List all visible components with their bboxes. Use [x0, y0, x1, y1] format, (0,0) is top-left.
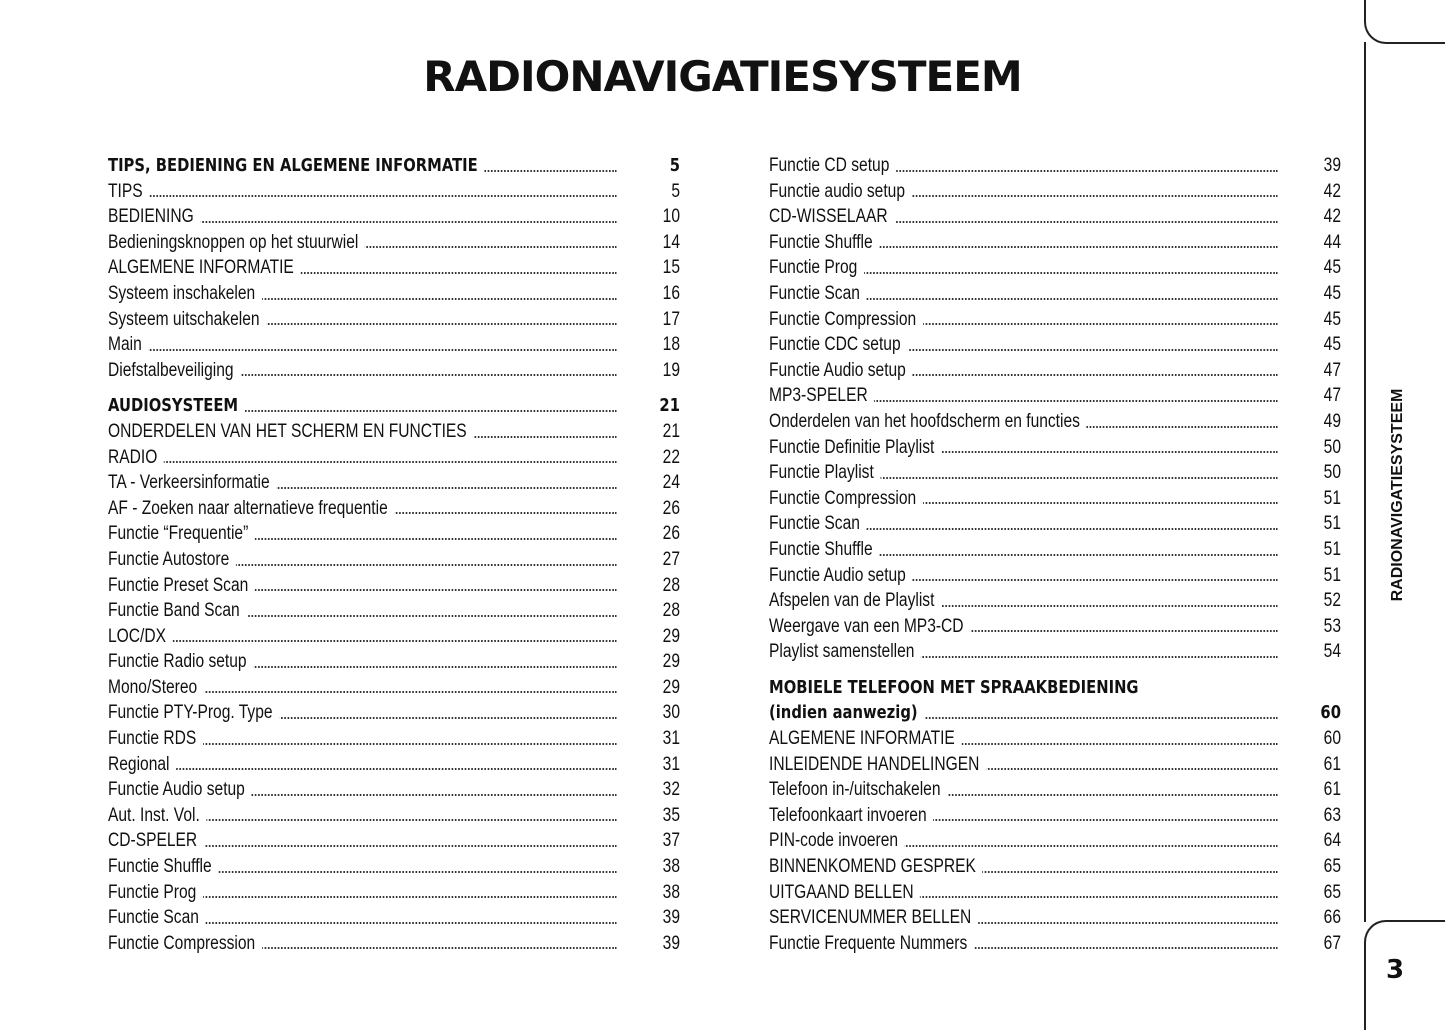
toc-entry — [108, 230, 680, 256]
toc-right-column — [769, 153, 1341, 956]
toc-entry — [108, 777, 680, 803]
toc-entry-page: 27 — [662, 548, 680, 570]
toc-entry-title: Regional — [108, 752, 176, 778]
toc-entry-page: 47 — [1323, 385, 1341, 407]
toc-entry-page: 51 — [1323, 564, 1341, 586]
toc-entry-title: SERVICENUMMER BELLEN — [769, 905, 978, 931]
toc-entry-title: Functie audio setup — [769, 179, 912, 205]
toc-entry-page: 5 — [669, 155, 680, 176]
toc-entry — [769, 931, 1341, 957]
toc-entry — [769, 435, 1341, 461]
toc-entry — [108, 358, 680, 384]
toc-entry — [769, 777, 1341, 803]
toc-dot-leader — [108, 349, 616, 351]
toc-entry-page: 66 — [1323, 907, 1341, 929]
toc-entry — [769, 255, 1341, 281]
toc-entry — [769, 537, 1341, 563]
toc-entry-page: 32 — [662, 779, 680, 801]
toc-entry — [769, 511, 1341, 537]
toc-entry — [108, 880, 680, 906]
toc-entry — [769, 179, 1341, 205]
toc-entry — [769, 588, 1341, 614]
toc-entry-page: 49 — [1323, 410, 1341, 432]
toc-entry-title: Functie Shuffle — [108, 854, 218, 880]
toc-entry-page: 28 — [662, 574, 680, 596]
toc-entry-title: Main — [108, 332, 148, 358]
toc-entry-page: 51 — [1323, 513, 1341, 535]
toc-entry — [108, 281, 680, 307]
tab-border-top — [1364, 0, 1445, 44]
toc-entry-title: TIPS, BEDIENING EN ALGEMENE INFORMATIE — [108, 153, 484, 179]
toc-entry-page: 28 — [662, 600, 680, 622]
toc-entry-page: 42 — [1323, 180, 1341, 202]
toc-entry-title: Functie Shuffle — [769, 230, 879, 256]
toc-entry-page: 54 — [1323, 641, 1341, 663]
toc-entry-title: (indien aanwezig) — [769, 700, 924, 726]
toc-entry — [769, 828, 1341, 854]
toc-entry-page: 50 — [1323, 462, 1341, 484]
toc-entry — [769, 281, 1341, 307]
toc-entry-page: 67 — [1323, 932, 1341, 954]
toc-entry — [108, 153, 680, 179]
toc-entry-title: Functie Band Scan — [108, 598, 246, 624]
toc-entry-title: Functie Radio setup — [108, 649, 253, 675]
toc-entry-page: 45 — [1323, 308, 1341, 330]
tab-border-bottom — [1364, 920, 1445, 1030]
toc-entry-page: 16 — [662, 282, 680, 304]
toc-entry-title: Functie Scan — [108, 905, 206, 931]
toc-entry-page: 29 — [662, 625, 680, 647]
toc-entry-title: Functie Prog — [769, 255, 864, 281]
toc-entry-page: 52 — [1323, 590, 1341, 612]
toc-entry-title: Bedieningsknoppen op het stuurwiel — [108, 230, 365, 256]
toc-entry — [769, 675, 1341, 701]
toc-entry-page: 31 — [662, 753, 680, 775]
side-tab-label: RADIONAVIGATIESYSTEEM — [1389, 388, 1406, 602]
toc-entry-page: 29 — [662, 651, 680, 673]
toc-entry-page: 65 — [1323, 856, 1341, 878]
toc-entry-page: 61 — [1323, 753, 1341, 775]
toc-entry — [769, 639, 1341, 665]
toc-entry — [108, 521, 680, 547]
toc-entry — [769, 880, 1341, 906]
toc-entry-title: Functie Preset Scan — [108, 573, 255, 599]
toc-entry-title: MOBIELE TELEFOON MET SPRAAKBEDIENING — [769, 676, 1139, 698]
toc-entry-title: Functie Playlist — [769, 460, 880, 486]
toc-dot-leader — [108, 768, 616, 770]
toc-dot-leader — [108, 195, 616, 197]
toc-entry-page: 61 — [1323, 779, 1341, 801]
toc-entry — [108, 393, 680, 419]
toc-entry-title: LOC/DX — [108, 624, 173, 650]
toc-entry-page: 45 — [1323, 282, 1341, 304]
toc-dot-leader — [108, 461, 616, 463]
toc-entry-page: 39 — [662, 907, 680, 929]
toc-entry-title: Functie Shuffle — [769, 537, 879, 563]
toc-entry-title: Afspelen van de Playlist — [769, 588, 941, 614]
toc-entry-page: 22 — [662, 446, 680, 468]
toc-entry-page: 50 — [1323, 436, 1341, 458]
toc-entry-title: Functie “Frequentie” — [108, 521, 255, 547]
toc-entry — [769, 409, 1341, 435]
toc-entry-page: 39 — [662, 932, 680, 954]
toc-entry-title: ALGEMENE INFORMATIE — [108, 255, 300, 281]
toc-entry — [769, 358, 1341, 384]
toc-entry-page: 64 — [1323, 830, 1341, 852]
toc-entry — [108, 255, 680, 281]
toc-entry-title: Functie Scan — [769, 511, 867, 537]
toc-entry-page: 60 — [1320, 702, 1341, 724]
toc-entry-page: 63 — [1323, 804, 1341, 826]
toc-entry — [108, 905, 680, 931]
toc-entry — [769, 752, 1341, 778]
toc-entry — [108, 649, 680, 675]
toc-entry — [769, 726, 1341, 752]
toc-entry-page: 26 — [662, 497, 680, 519]
toc-entry — [769, 563, 1341, 589]
toc-entry-page: 35 — [662, 804, 680, 826]
toc-entry-page: 24 — [662, 472, 680, 494]
toc-entry-title: Telefoon in-/uitschakelen — [769, 777, 947, 803]
toc-entry — [769, 332, 1341, 358]
toc-entry — [108, 828, 680, 854]
toc-entry-title: AUDIOSYSTEEM — [108, 393, 245, 419]
toc-entry — [108, 854, 680, 880]
toc-entry-title: Functie Compression — [769, 486, 923, 512]
toc-entry-title: Aut. Inst. Vol. — [108, 803, 206, 829]
toc-entry-page: 15 — [662, 257, 680, 279]
toc-entry-title: Systeem uitschakelen — [108, 307, 266, 333]
toc-entry-page: 26 — [662, 523, 680, 545]
toc-entry — [108, 624, 680, 650]
toc-entry-page: 21 — [662, 420, 680, 442]
toc-entry-page: 21 — [659, 395, 680, 417]
toc-entry-page: 60 — [1323, 728, 1341, 750]
toc-entry-title: Functie Prog — [108, 880, 203, 906]
toc-entry-title: TA - Verkeersinformatie — [108, 470, 276, 496]
toc-entry — [108, 752, 680, 778]
toc-dot-leader — [108, 640, 616, 642]
toc-entry-page: 47 — [1323, 359, 1341, 381]
toc-entry — [108, 307, 680, 333]
toc-entry — [108, 496, 680, 522]
toc-entry-page: 29 — [662, 676, 680, 698]
toc-entry-title: CD-WISSELAAR — [769, 204, 894, 230]
toc-entry-page: 51 — [1323, 538, 1341, 560]
toc-entry-title: TIPS — [108, 179, 149, 205]
toc-entry-title: ALGEMENE INFORMATIE — [769, 726, 961, 752]
toc-entry-page: 10 — [662, 206, 680, 228]
toc-entry — [769, 700, 1341, 726]
toc-entry — [108, 419, 680, 445]
toc-entry — [108, 803, 680, 829]
page-title: RADIONAVIGATIESYSTEEM — [423, 52, 1022, 101]
toc-entry-page: 37 — [662, 830, 680, 852]
toc-entry — [769, 383, 1341, 409]
toc-entry-page: 65 — [1323, 881, 1341, 903]
toc-entry-page: 19 — [662, 359, 680, 381]
toc-entry-title: Functie Frequente Nummers — [769, 931, 974, 957]
toc-entry — [769, 307, 1341, 333]
toc-entry-page: 39 — [1323, 155, 1341, 176]
toc-entry — [108, 332, 680, 358]
toc-entry-page: 18 — [662, 334, 680, 356]
toc-entry-title: Functie Audio setup — [769, 563, 912, 589]
toc-entry — [108, 931, 680, 957]
toc-entry — [108, 573, 680, 599]
toc-entry-page: 14 — [662, 231, 680, 253]
toc-entry-title: INLEIDENDE HANDELINGEN — [769, 752, 986, 778]
toc-entry — [769, 153, 1341, 179]
toc-entry-title: Systeem inschakelen — [108, 281, 262, 307]
toc-entry-page: 38 — [662, 856, 680, 878]
toc-entry-page: 38 — [662, 881, 680, 903]
toc-entry-title: MP3-SPELER — [769, 383, 874, 409]
page-number: 3 — [1386, 955, 1405, 985]
toc-entry-title: Onderdelen van het hoofdscherm en functies — [769, 409, 1086, 435]
toc-entry-page: 42 — [1323, 206, 1341, 228]
toc-entry-page: 30 — [662, 702, 680, 724]
toc-entry — [108, 726, 680, 752]
toc-entry-title: Diefstalbeveiliging — [108, 358, 240, 384]
toc-entry-page: 45 — [1323, 257, 1341, 279]
toc-entry-title: Functie Audio setup — [108, 777, 251, 803]
toc-entry-title: ONDERDELEN VAN HET SCHERM EN FUNCTIES — [108, 419, 473, 445]
toc-entry-title: PIN-code invoeren — [769, 828, 905, 854]
toc-entry-page: 45 — [1323, 334, 1341, 356]
toc-entry-title: RADIO — [108, 445, 164, 471]
toc-entry-page: 51 — [1323, 487, 1341, 509]
toc-entry-title: CD-SPELER — [108, 828, 204, 854]
toc-entry — [769, 460, 1341, 486]
toc-entry — [108, 700, 680, 726]
toc-entry-title: Functie PTY-Prog. Type — [108, 700, 279, 726]
toc-entry-page: 44 — [1323, 231, 1341, 253]
toc-entry — [108, 470, 680, 496]
toc-entry — [769, 204, 1341, 230]
toc-entry — [769, 230, 1341, 256]
toc-entry — [769, 486, 1341, 512]
toc-entry — [108, 675, 680, 701]
tab-border-line — [1364, 42, 1366, 922]
toc-entry-title: Functie Scan — [769, 281, 867, 307]
toc-entry — [108, 445, 680, 471]
toc-entry-title: Functie Compression — [108, 931, 262, 957]
toc-entry-title: Mono/Stereo — [108, 675, 204, 701]
toc-entry-title: UITGAAND BELLEN — [769, 880, 920, 906]
toc-entry-title: Weergave van een MP3-CD — [769, 614, 970, 640]
toc-entry-title: BINNENKOMEND GESPREK — [769, 854, 982, 880]
toc-entry-title: Functie Definitie Playlist — [769, 435, 941, 461]
toc-entry — [108, 179, 680, 205]
toc-entry-title: BEDIENING — [108, 204, 200, 230]
toc-entry-page: 31 — [662, 728, 680, 750]
toc-entry — [769, 854, 1341, 880]
toc-entry-page: 53 — [1323, 615, 1341, 637]
toc-left-column — [108, 153, 680, 956]
toc-entry — [769, 905, 1341, 931]
toc-entry — [108, 547, 680, 573]
toc-entry-title: Functie Audio setup — [769, 358, 912, 384]
toc-entry-page: 17 — [662, 308, 680, 330]
toc-entry-title: Functie CDC setup — [769, 332, 907, 358]
toc-entry — [108, 598, 680, 624]
toc-entry-title: Playlist samenstellen — [769, 639, 921, 665]
toc-entry-title: AF - Zoeken naar alternatieve frequentie — [108, 496, 394, 522]
toc-entry-title: Functie CD setup — [769, 153, 896, 179]
toc-entry — [769, 803, 1341, 829]
toc-entry — [769, 614, 1341, 640]
toc-entry — [108, 204, 680, 230]
toc-entry-title: Telefoonkaart invoeren — [769, 803, 933, 829]
toc-entry-title: Functie RDS — [108, 726, 203, 752]
toc-entry-title: Functie Autostore — [108, 547, 236, 573]
toc-entry-page: 5 — [671, 180, 680, 202]
toc-entry-title: Functie Compression — [769, 307, 923, 333]
